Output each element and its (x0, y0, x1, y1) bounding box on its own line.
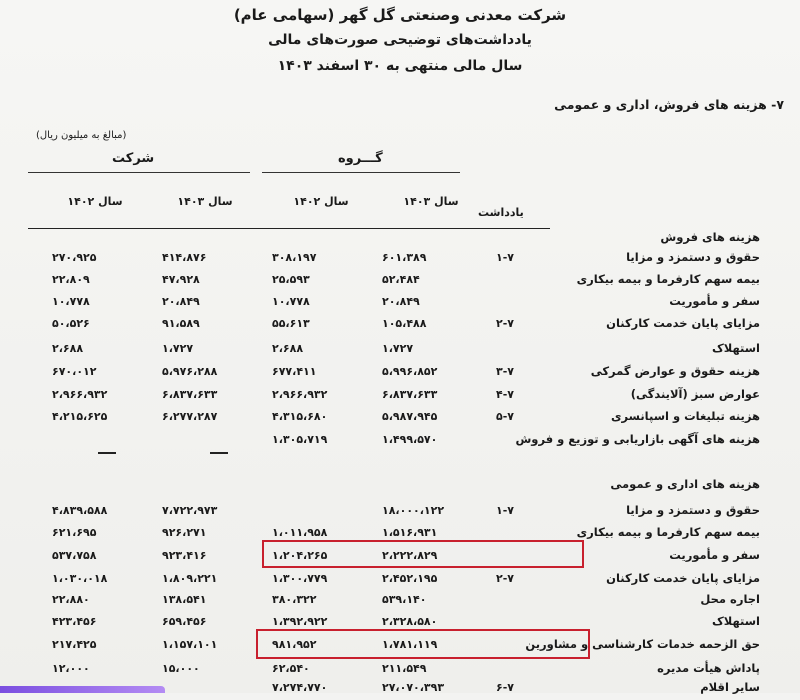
value-group-1402: ۳۰۸،۱۹۷ (272, 251, 317, 264)
row-note: ۳-۷ (496, 365, 514, 378)
value-company-1402: ۵۳۷،۷۵۸ (52, 549, 97, 562)
table-row (0, 661, 800, 681)
table-row (0, 571, 800, 591)
row-note: ۴-۷ (496, 388, 514, 401)
row-label: هزینه های اداری و عمومی (610, 477, 760, 491)
value-company-1403: ۱،۱۵۷،۱۰۱ (162, 638, 218, 651)
value-company-1403: ۴۱۴،۸۷۶ (162, 251, 207, 264)
value-group-1403: ۱،۷۸۱،۱۱۹ (382, 638, 438, 651)
value-group-1402: ۱،۰۱۱،۹۵۸ (272, 526, 328, 539)
company-label: شرکت (112, 151, 155, 166)
table-row (0, 592, 800, 612)
value-group-1402: ۵۵،۶۱۳ (272, 317, 310, 330)
document-subtitle: یادداشت‌های توضیحی صورت‌های مالی (268, 32, 532, 48)
value-group-1403: ۲،۲۲۲،۸۲۹ (382, 549, 438, 562)
value-group-1403: ۵۳۹،۱۴۰ (382, 593, 427, 606)
group-underline (262, 172, 460, 173)
value-company-1403: ۵،۹۷۶،۲۸۸ (162, 365, 218, 378)
value-company-1403: ۷،۷۲۲،۹۷۳ (162, 504, 218, 517)
value-group-1403: ۶۰۱،۳۸۹ (382, 251, 427, 264)
company-title: شرکت معدنی وصنعتی گل گهر (سهامی عام) (233, 6, 567, 24)
row-label: حق الزحمه خدمات کارشناسی و مشاورین (525, 637, 760, 651)
table-row (0, 364, 800, 384)
value-group-1402: ۹۸۱،۹۵۲ (272, 638, 317, 651)
row-label: مزایای پایان خدمت کارکنان (606, 571, 760, 585)
value-company-1402: ۴۲۳،۴۵۶ (52, 615, 97, 628)
value-company-1402: ۶۷۰،۰۱۲ (52, 365, 97, 378)
value-group-1403: ۲۱۱،۵۴۹ (382, 662, 427, 675)
row-label: مزایای پایان خدمت کارکنان (606, 316, 760, 330)
value-company-1403: ۹۲۶،۲۷۱ (162, 526, 207, 539)
row-label: استهلاک (711, 341, 760, 355)
value-group-1403: ۶،۸۳۷،۶۳۳ (382, 388, 438, 401)
value-group-1403: ۱۸،۰۰۰،۱۲۲ (382, 504, 445, 517)
row-label: بیمه سهم کارفرما و بیمه بیکاری (576, 525, 760, 539)
highlight-consulting-row (256, 629, 590, 659)
value-company-1402: ۲۱۷،۴۲۵ (52, 638, 97, 651)
value-group-1403: ۲۰،۸۴۹ (382, 295, 420, 308)
table-row (0, 316, 800, 336)
row-label: سفر و مأموریت (669, 548, 760, 562)
value-company-1403: ۹۲۳،۴۱۶ (162, 549, 207, 562)
value-company-1402: ۱۰،۷۷۸ (52, 295, 90, 308)
empty-dash (98, 452, 116, 454)
row-note: ۲-۷ (496, 572, 514, 585)
value-group-1402: ۲،۹۶۶،۹۳۲ (272, 388, 328, 401)
value-company-1402: ۱،۰۳۰،۰۱۸ (52, 572, 108, 585)
row-note: ۶-۷ (496, 681, 514, 694)
value-company-1402: ۲۷۰،۹۲۵ (52, 251, 97, 264)
header-rule (28, 228, 550, 229)
value-group-1403: ۵،۹۹۶،۸۵۲ (382, 365, 438, 378)
value-group-1402: ۳۸۰،۳۲۲ (272, 593, 317, 606)
row-note: ۱-۷ (496, 504, 514, 517)
row-label: استهلاک (711, 614, 760, 628)
corner-badge (0, 686, 165, 693)
row-label: هزینه تبلیغات و اسپانسری (610, 409, 760, 423)
value-company-1402: ۲۲،۸۸۰ (52, 593, 90, 606)
row-label: سفر و مأموریت (669, 294, 760, 308)
value-company-1402: ۲،۶۸۸ (52, 342, 84, 355)
value-group-1402: ۶۲،۵۴۰ (272, 662, 310, 675)
empty-dash (210, 452, 228, 454)
row-label: بیمه سهم کارفرما و بیمه بیکاری (576, 272, 760, 286)
col-company-1403: سال ۱۴۰۳ (177, 195, 233, 208)
value-group-1403: ۵۲،۴۸۴ (382, 273, 420, 286)
row-label: هزینه حقوق و عوارض گمرکی (590, 364, 760, 378)
value-group-1403: ۲۷،۰۷۰،۳۹۳ (382, 681, 445, 694)
value-group-1402: ۱،۳۰۰،۷۷۹ (272, 572, 328, 585)
units-note: (مبالغ به میلیون ریال) (36, 130, 127, 141)
value-company-1402: ۴،۲۱۵،۶۲۵ (52, 410, 108, 423)
company-underline (28, 172, 250, 173)
table-row (0, 272, 800, 292)
table-row (0, 294, 800, 314)
value-company-1403: ۶۵۹،۴۵۶ (162, 615, 207, 628)
value-company-1402: ۶۲۱،۶۹۵ (52, 526, 97, 539)
value-group-1403: ۱،۵۱۶،۹۳۱ (382, 526, 438, 539)
table-row (0, 432, 800, 452)
fiscal-period: سال مالی منتهی به ۳۰ اسفند ۱۴۰۳ (277, 58, 523, 74)
value-company-1402: ۴،۸۳۹،۵۸۸ (52, 504, 108, 517)
value-company-1403: ۱،۸۰۹،۲۲۱ (162, 572, 218, 585)
value-company-1402: ۲،۹۶۶،۹۳۲ (52, 388, 108, 401)
row-note: ۲-۷ (496, 317, 514, 330)
table-row (0, 503, 800, 523)
value-group-1402: ۲۵،۵۹۳ (272, 273, 310, 286)
col-company-1402: سال ۱۴۰۲ (67, 195, 123, 208)
row-label: حقوق و دستمزد و مزایا (626, 250, 760, 264)
table-row (0, 341, 800, 361)
section-title: ۷- هزینه های فروش، اداری و عمومی (554, 97, 784, 112)
value-group-1403: ۲،۳۲۸،۵۸۰ (382, 615, 438, 628)
value-company-1403: ۱۳۸،۵۴۱ (162, 593, 207, 606)
row-note: ۵-۷ (496, 410, 514, 423)
row-label: پاداش هیأت مدیره (657, 661, 760, 675)
value-company-1403: ۲۰،۸۴۹ (162, 295, 200, 308)
table-row (0, 250, 800, 270)
value-group-1402: ۱،۲۰۴،۲۶۵ (272, 549, 328, 562)
value-company-1403: ۱،۷۲۷ (162, 342, 194, 355)
group-label: گـــروه (338, 151, 383, 166)
value-group-1402: ۱،۳۹۲،۹۲۲ (272, 615, 328, 628)
value-group-1402: ۷،۲۷۴،۷۷۰ (272, 681, 328, 694)
value-group-1403: ۲،۴۵۲،۱۹۵ (382, 572, 438, 585)
row-label: اجاره محل (700, 592, 760, 606)
col-group-1402: سال ۱۴۰۲ (293, 195, 349, 208)
row-note: ۱-۷ (496, 251, 514, 264)
row-label: سایر اقلام (700, 680, 760, 694)
row-label: عوارض سبز (آلایندگی) (630, 387, 760, 401)
value-company-1403: ۶،۲۷۷،۲۸۷ (162, 410, 218, 423)
table-row (0, 387, 800, 407)
value-group-1402: ۱۰،۷۷۸ (272, 295, 310, 308)
row-label: حقوق و دستمزد و مزایا (626, 503, 760, 517)
value-group-1402: ۱،۳۰۵،۷۱۹ (272, 433, 328, 446)
value-company-1403: ۱۵،۰۰۰ (162, 662, 200, 675)
value-group-1402: ۴،۳۱۵،۶۸۰ (272, 410, 328, 423)
table-row (0, 409, 800, 429)
value-group-1402: ۶۷۷،۴۱۱ (272, 365, 317, 378)
highlight-travel-row (262, 540, 584, 568)
value-group-1402: ۲،۶۸۸ (272, 342, 304, 355)
col-note: یادداشت (478, 206, 524, 219)
value-company-1403: ۶،۸۳۷،۶۳۳ (162, 388, 218, 401)
row-label: هزینه های آگهی بازاریابی و توزیع و فروش (515, 432, 760, 446)
value-group-1403: ۱،۴۹۹،۵۷۰ (382, 433, 438, 446)
value-company-1402: ۱۲،۰۰۰ (52, 662, 90, 675)
table-row (0, 477, 800, 497)
value-group-1403: ۱۰۵،۴۸۸ (382, 317, 427, 330)
value-group-1403: ۵،۹۸۷،۹۴۵ (382, 410, 438, 423)
value-group-1403: ۱،۷۲۷ (382, 342, 414, 355)
row-label: هزینه های فروش (660, 230, 760, 244)
value-company-1403: ۴۷،۹۲۸ (162, 273, 200, 286)
value-company-1403: ۹۱،۵۸۹ (162, 317, 200, 330)
col-group-1403: سال ۱۴۰۳ (403, 195, 459, 208)
table-row (0, 230, 800, 250)
value-company-1402: ۲۲،۸۰۹ (52, 273, 90, 286)
value-company-1402: ۵۰،۵۲۶ (52, 317, 90, 330)
